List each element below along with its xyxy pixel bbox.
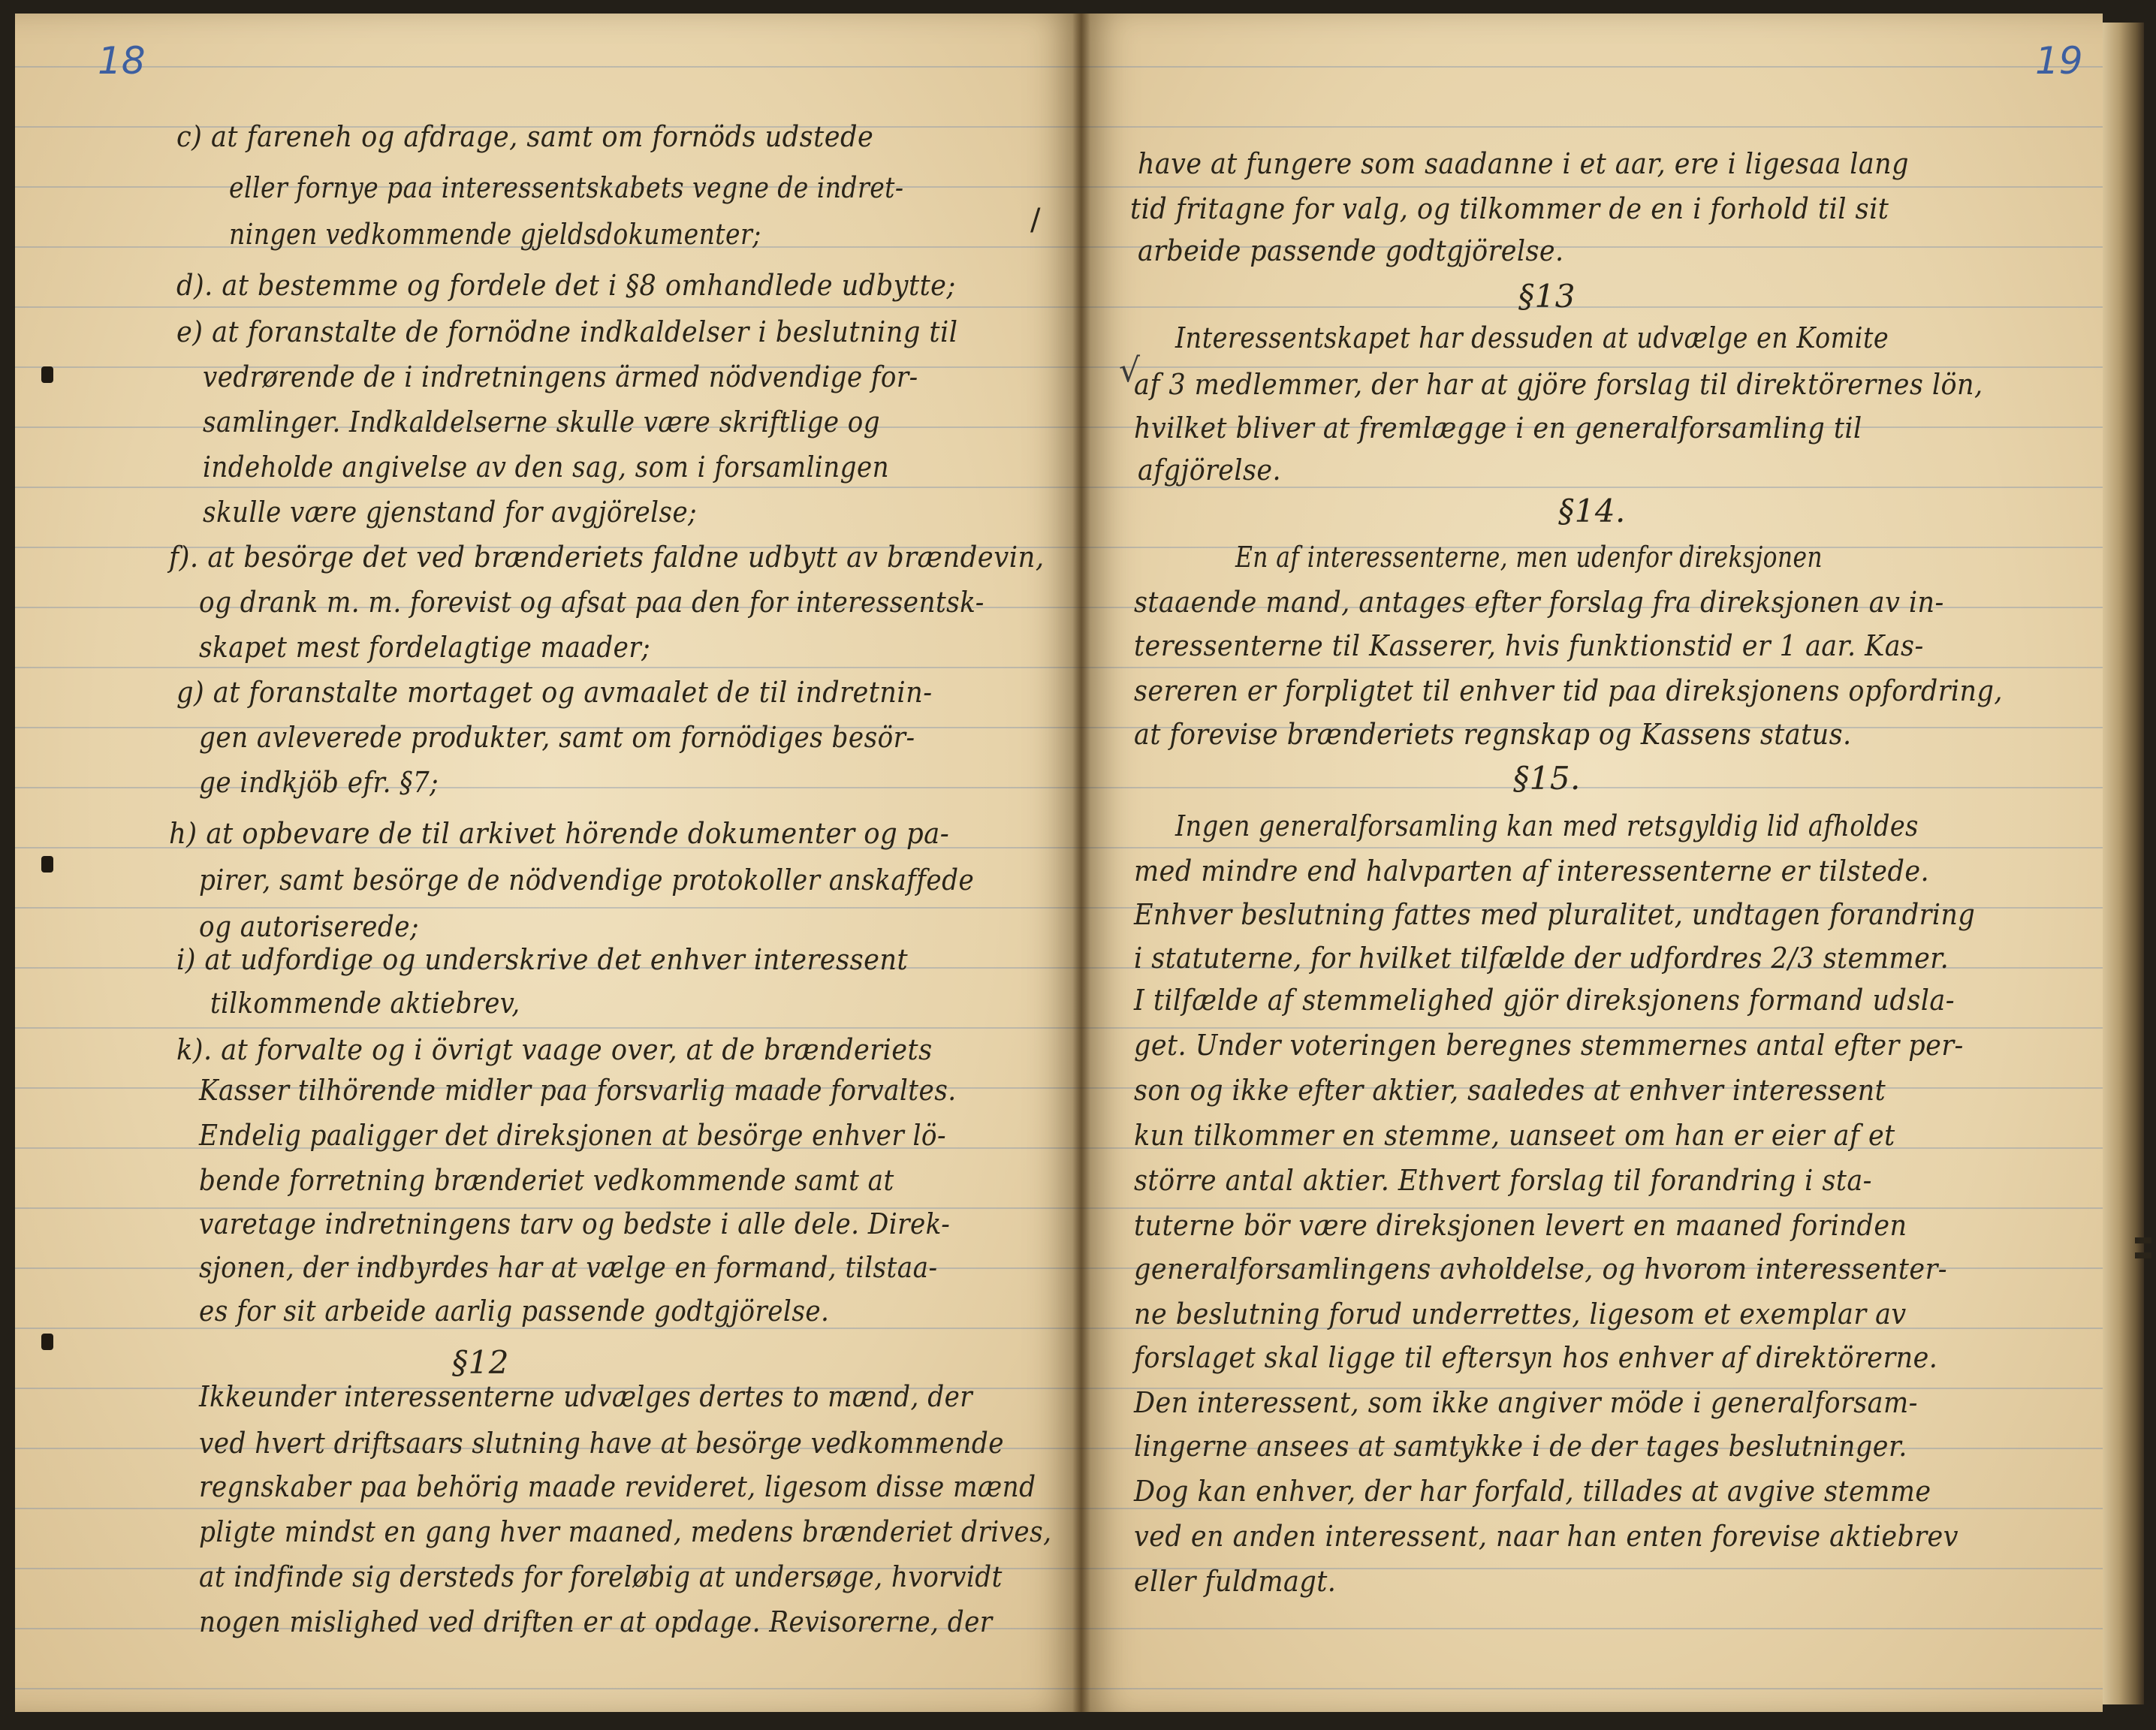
- handwritten-line: tilkommende aktiebrev,: [210, 987, 520, 1020]
- handwritten-line: skulle være gjenstand for avgjörelse;: [203, 496, 698, 529]
- handwritten-line: bende forretning brænderiet vedkommende samt at: [199, 1164, 894, 1197]
- handwritten-line: ved en anden interessent, naar han enten forevise aktiebrev: [1134, 1520, 1958, 1553]
- binding-stitch: [41, 366, 53, 383]
- handwritten-line: ningen vedkommende gjeldsdokumenter;: [229, 218, 761, 251]
- handwritten-line: §15.: [1513, 760, 1581, 797]
- handwritten-line: pirer, samt besörge de nödvendige protokoller anskaffede: [199, 863, 975, 897]
- handwritten-line: §12: [452, 1344, 509, 1381]
- handwritten-line: have at fungere som saadanne i et aar, ere i ligesaa lang: [1138, 147, 1909, 180]
- handwritten-line: med mindre end halvparten af interessenterne er tilstede.: [1134, 854, 1930, 888]
- handwritten-line: i) at udfordige og underskrive det enhver interessent: [176, 943, 909, 976]
- handwritten-line: es for sit arbeide aarlig passende godtgjörelse.: [199, 1294, 830, 1328]
- handwritten-line: Ingen generalforsamling kan med retsgyldig lid afholdes: [1175, 809, 1919, 842]
- binding-stitch: [41, 1334, 53, 1350]
- handwritten-line: g) at foranstalte mortaget og avmaalet de til indretnin-: [176, 676, 933, 709]
- margin-check-mark: √: [1119, 351, 1141, 390]
- tick-mark: /: [1030, 203, 1041, 237]
- handwritten-line: Kasser tilhörende midler paa forsvarlig maade forvaltes.: [199, 1074, 957, 1107]
- clip-mark: [2135, 1252, 2151, 1258]
- handwritten-line: varetage indretningens tarv og bedste i alle dele. Direk-: [199, 1207, 951, 1240]
- handwritten-line: Enhver beslutning fattes med pluralitet, undtagen forandring: [1134, 898, 1976, 931]
- handwritten-line: sjonen, der indbyrdes har at vælge en formand, tilstaa-: [199, 1251, 938, 1284]
- handwritten-line: §13: [1518, 278, 1576, 315]
- handwritten-line: generalforsamlingens avholdelse, og hvorom interessenter-: [1134, 1252, 1948, 1285]
- handwritten-line: Endelig paaligger det direksjonen at besörge enhver lö-: [199, 1119, 946, 1152]
- handwritten-line: regnskaber paa behörig maade revideret, ligesom disse mænd: [199, 1470, 1036, 1503]
- clip-mark: [2135, 1237, 2151, 1243]
- handwritten-line: indeholde angivelse av den sag, som i forsamlingen: [203, 451, 889, 484]
- handwritten-line: tid fritagne for valg, og tilkommer de en i forhold til sit: [1130, 192, 1889, 225]
- handwritten-line: c) at fareneh og afdrage, samt om fornöds udstede: [176, 120, 874, 153]
- handwritten-line: i statuterne, for hvilket tilfælde der udfordres 2/3 stemmer.: [1134, 942, 1949, 975]
- handwritten-line: vedrørende de i indretningens ärmed nödvendige for-: [203, 360, 918, 393]
- handwritten-line: forslaget skal ligge til eftersyn hos enhver af direktörerne.: [1134, 1341, 1938, 1374]
- handwritten-line: teressenterne til Kasserer, hvis funktionstid er 1 aar. Kas-: [1134, 629, 1924, 662]
- handwritten-line: §14.: [1558, 493, 1626, 529]
- handwritten-line: nogen mislighed ved driften er at opdage. Revisorerne, der: [199, 1605, 993, 1638]
- handwritten-line: samlinger. Indkaldelserne skulle være skriftlige og: [203, 405, 881, 439]
- handwritten-line: og autoriserede;: [199, 910, 419, 943]
- handwritten-line: Interessentskapet har dessuden at udvælge en Komite: [1175, 321, 1889, 354]
- handwritten-line: og drank m. m. forevist og afsat paa den for interessentsk-: [199, 586, 985, 619]
- handwritten-line: Den interessent, som ikke angiver möde i generalforsam-: [1134, 1386, 1918, 1419]
- handwritten-line: f). at besörge det ved brænderiets faldne udbytt av brændevin,: [169, 541, 1045, 574]
- handwritten-line: skapet mest fordelagtige maader;: [199, 631, 651, 664]
- handwritten-line: at indfinde sig dersteds for foreløbig at undersøge, hvorvidt: [199, 1560, 1003, 1593]
- handwritten-line: ge indkjöb efr. §7;: [199, 766, 439, 799]
- handwritten-line: Dog kan enhver, der har forfald, tillades at avgive stemme: [1134, 1475, 1931, 1508]
- handwritten-line: staaende mand, antages efter forslag fra direksjonen av in-: [1134, 586, 1944, 619]
- handwritten-line: hvilket bliver at fremlægge i en generalforsamling til: [1134, 411, 1862, 445]
- handwritten-line: at forevise brænderiets regnskap og Kassens status.: [1134, 718, 1852, 751]
- handwritten-line: e) at foranstalte de fornödne indkaldelser i beslutning til: [176, 315, 958, 348]
- handwritten-line: kun tilkommer en stemme, uanseet om han er eier af et: [1134, 1119, 1895, 1152]
- handwritten-line: lingerne ansees at samtykke i de der tages beslutninger.: [1134, 1430, 1907, 1463]
- handwritten-line: k). at forvalte og i övrigt vaage over, at de brænderiets: [176, 1033, 933, 1066]
- handwritten-line: pligte mindst en gang hver maaned, medens brænderiet drives,: [199, 1515, 1052, 1548]
- handwritten-line: son og ikke efter aktier, saaledes at enhver interessent: [1134, 1074, 1886, 1107]
- handwritten-line: eller fuldmagt.: [1134, 1565, 1337, 1598]
- handwritten-line: större antal aktier. Ethvert forslag til forandring i sta-: [1134, 1164, 1872, 1197]
- page-number-left: 18: [98, 39, 146, 83]
- book-spine: [1072, 14, 1090, 1712]
- handwritten-line: afgjörelse.: [1138, 454, 1282, 487]
- handwritten-line: af 3 medlemmer, der har at gjöre forslag til direktörernes lön,: [1134, 368, 1983, 401]
- handwritten-line: sereren er forpligtet til enhver tid paa direksjonens opfordring,: [1134, 674, 2004, 707]
- handwritten-line: get. Under voteringen beregnes stemmernes antal efter per-: [1134, 1029, 1964, 1062]
- page-number-right: 19: [2035, 39, 2083, 83]
- handwritten-line: h) at opbevare de til arkivet hörende dokumenter og pa-: [169, 817, 950, 850]
- handwritten-line: Ikkeunder interessenterne udvælges dertes to mænd, der: [199, 1380, 973, 1413]
- binding-stitch: [41, 856, 53, 873]
- handwritten-line: eller fornye paa interessentskabets vegne de indret-: [229, 171, 904, 204]
- page-edges: [2103, 23, 2144, 1704]
- handwritten-line: En af interessenterne, men udenfor direksjonen: [1235, 541, 1823, 574]
- handwritten-line: I tilfælde af stemmelighed gjör direksjonens formand udsla-: [1134, 984, 1955, 1017]
- handwritten-line: tuterne bör være direksjonen levert en maaned forinden: [1134, 1209, 1907, 1242]
- handwritten-line: gen avleverede produkter, samt om fornödiges besör-: [199, 721, 915, 754]
- handwritten-line: ved hvert driftsaars slutning have at besörge vedkommende: [199, 1427, 1004, 1460]
- handwritten-line: arbeide passende godtgjörelse.: [1138, 234, 1564, 267]
- handwritten-line: d). at bestemme og fordele det i §8 omhandlede udbytte;: [176, 269, 956, 302]
- handwritten-line: ne beslutning forud underrettes, ligesom et exemplar av: [1134, 1298, 1907, 1331]
